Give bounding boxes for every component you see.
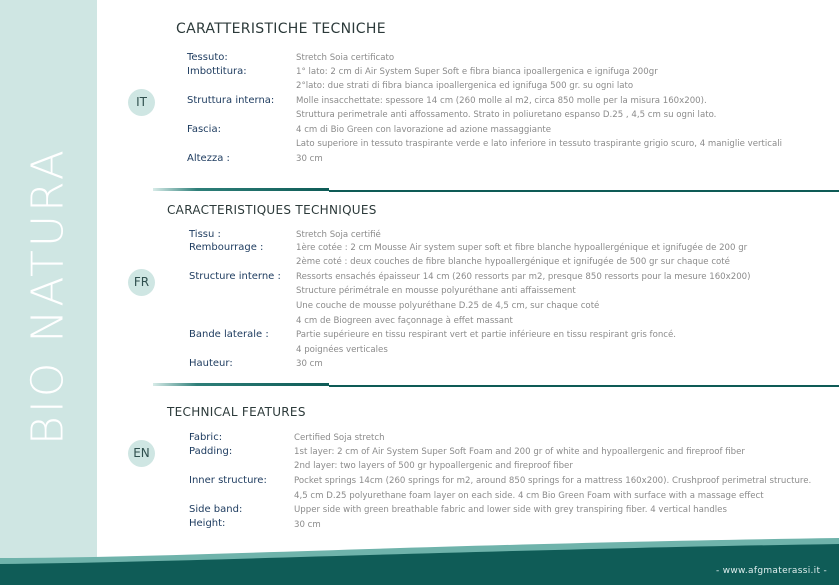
spec-value: 4,5 cm D.25 polyurethane foam layer on each side. 4 cm Bio Green Foam with surface with a massage effect	[294, 491, 764, 501]
spec-label: Hauteur:	[189, 358, 233, 369]
collection-title: BIO NATURA	[22, 147, 74, 445]
spec-value: 2°lato: due strati di fibra bianca ipoallergenica ed ignifuga 500 gr. su ogni lato	[296, 81, 634, 91]
section-title-en: TECHNICAL FEATURES	[167, 405, 306, 419]
spec-value: 4 cm de Biogreen avec façonnage à effet massant	[296, 316, 513, 326]
spec-value: 4 cm di Bio Green con lavorazione ad azione massaggiante	[296, 125, 552, 135]
spec-value: Struttura perimetrale anti affossamento. Strato in poliuretano espanso D.25 , 4,5 cm su ogni lato.	[296, 110, 717, 120]
spec-label: Fascia:	[187, 124, 221, 135]
spec-value: 1st layer: 2 cm of Air System Super Soft Foam and 200 gr of white and hypoallergenic and fireproof fiber	[294, 447, 745, 457]
spec-value: Stretch Soia certificato	[296, 53, 395, 63]
sidebar	[0, 0, 97, 585]
section-divider	[153, 188, 329, 191]
spec-value: Pocket springs 14cm (260 springs for m2, around 850 springs for a mattress 160x200). Crushproof perimetral structure.	[294, 476, 812, 486]
spec-value: Certified Soja stretch	[294, 433, 385, 443]
spec-value: 4 poignées verticales	[296, 345, 388, 355]
spec-label: Tissu :	[189, 229, 221, 240]
spec-label: Tessuto:	[187, 52, 228, 63]
spec-label: Imbottitura:	[187, 66, 247, 77]
section-divider	[153, 383, 329, 386]
spec-label: Height:	[189, 518, 226, 529]
spec-value: 2nd layer: two layers of 500 gr hypoallergenic and fireproof fiber	[294, 461, 573, 471]
spec-value: 30 cm	[294, 520, 321, 530]
spec-label: Struttura interna:	[187, 95, 275, 106]
section-title-fr: CARACTERISTIQUES TECHNIQUES	[167, 203, 377, 217]
spec-value: Upper side with green breathable fabric and lower side with grey transpiring fiber. 4 vertical handles	[294, 505, 727, 515]
website-url[interactable]: - www.afgmaterassi.it -	[716, 566, 827, 576]
lang-badge-en: EN	[128, 440, 155, 467]
spec-value: Lato superiore in tessuto traspirante verde e lato inferiore in tessuto traspirante grigio scuro, 4 maniglie verticali	[296, 139, 783, 149]
spec-value: 1ère cotée : 2 cm Mousse Air system super soft et fibre blanche hypoallergénique et ignifugée de 200 gr	[296, 243, 748, 253]
section-title-it: CARATTERISTICHE TECNICHE	[176, 21, 386, 37]
spec-label: Side band:	[189, 504, 243, 515]
spec-value: Partie supérieure en tissu respirant vert et partie inférieure en tissu respirant gris foncé.	[296, 330, 677, 340]
spec-value: 1° lato: 2 cm di Air System Super Soft e fibra bianca ipoallergenica e ignifuga 200gr	[296, 67, 658, 77]
spec-value: 30 cm	[296, 359, 323, 369]
spec-value: 30 cm	[296, 154, 323, 164]
section-divider-line	[329, 385, 839, 387]
spec-value: Une couche de mousse polyuréthane D.25 de 4,5 cm, sur chaque coté	[296, 301, 600, 311]
section-divider-line	[329, 190, 839, 192]
footer-wave	[0, 536, 839, 585]
spec-label: Altezza :	[187, 153, 230, 164]
spec-label: Inner structure:	[189, 475, 267, 486]
spec-label: Structure interne :	[189, 271, 281, 282]
spec-value: Molle insacchettate: spessore 14 cm (260 molle al m2, circa 850 molle per la misura 160x200).	[296, 96, 707, 106]
lang-badge-fr: FR	[128, 269, 155, 296]
lang-badge-it: IT	[128, 89, 155, 116]
spec-value: Structure périmétrale en mousse polyuréthane anti affaissement	[296, 286, 576, 296]
spec-label: Padding:	[189, 446, 233, 457]
spec-label: Bande laterale :	[189, 329, 269, 340]
spec-label: Fabric:	[189, 432, 223, 443]
spec-value: Stretch Soja certifié	[296, 230, 381, 240]
spec-label: Rembourrage :	[189, 242, 264, 253]
spec-value: Ressorts ensachés épaisseur 14 cm (260 ressorts par m2, presque 850 ressorts pour la mesure 160x200)	[296, 272, 751, 282]
spec-value: 2ème coté : deux couches de fibre blanche hypoallergénique et ignifugée de 500 gr sur chaque coté	[296, 257, 730, 267]
